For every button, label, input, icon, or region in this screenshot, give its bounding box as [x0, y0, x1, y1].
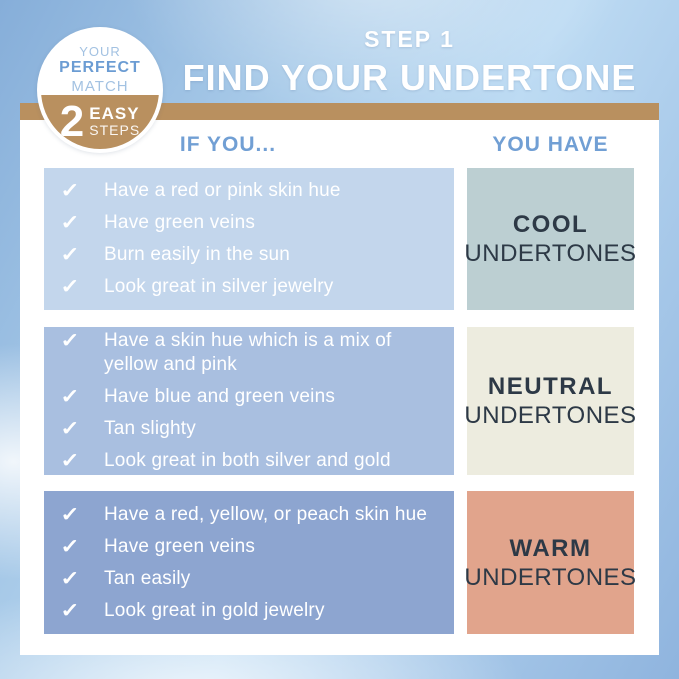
- column-header-if-you: IF YOU...: [179, 133, 277, 156]
- check-icon: ✓: [60, 567, 80, 590]
- badge-match-label: MATCH: [71, 78, 129, 95]
- list-item: [62, 243, 454, 267]
- column-header-you-have: YOU HAVE: [492, 133, 609, 156]
- list-item-text: Look great in both silver and gold: [104, 450, 391, 471]
- list-item-text: Tan easily: [104, 567, 191, 589]
- result-label-neutral: NEUTRAL: [487, 373, 614, 400]
- list-item: [62, 179, 454, 203]
- list-item: [62, 211, 454, 235]
- check-icon: ✓: [60, 330, 80, 352]
- list-item-text: Have blue and green veins: [104, 386, 336, 407]
- page-header: [160, 26, 659, 99]
- badge-steps-label: STEPS: [89, 122, 141, 138]
- check-icon: ✓: [60, 386, 80, 408]
- result-label-undertones: UNDERTONES: [464, 563, 637, 591]
- list-item-text: Burn easily in the sun: [104, 244, 291, 265]
- check-icon: ✓: [60, 535, 80, 558]
- check-icon: ✓: [60, 418, 80, 440]
- result-label-warm: WARM: [509, 534, 592, 562]
- check-icon: ✓: [60, 180, 80, 202]
- badge-inner-circle: [41, 31, 159, 149]
- badge-step-count: 2: [59, 97, 85, 146]
- perfect-match-badge: [37, 27, 163, 153]
- list-item-text: Have a red or pink skin hue: [104, 180, 341, 201]
- check-icon: ✓: [60, 244, 80, 266]
- result-label-cool: COOL: [512, 211, 589, 238]
- criteria-box-cool: [44, 168, 454, 310]
- list-item: [62, 449, 454, 473]
- result-label-undertones: UNDERTONES: [464, 240, 637, 267]
- list-item-text: Look great in silver jewelry: [104, 276, 334, 297]
- list-item: [62, 535, 454, 559]
- list-item-text: Have green veins: [104, 535, 256, 557]
- list-item-text: Have green veins: [104, 212, 256, 233]
- criteria-box-neutral: [44, 327, 454, 475]
- check-icon: ✓: [60, 450, 80, 472]
- badge-easy-label: EASY: [89, 104, 140, 123]
- result-box-warm: [464, 491, 637, 634]
- list-item-text: Look great in gold jewelry: [104, 599, 325, 621]
- check-icon: ✓: [60, 212, 80, 234]
- list-item: [62, 275, 454, 299]
- list-item: [62, 329, 454, 377]
- list-item-text: Have a skin hue which is a mix of yellow and pink: [104, 330, 392, 375]
- result-label-undertones: UNDERTONES: [464, 402, 637, 429]
- list-item: [62, 385, 454, 409]
- result-box-neutral: [464, 327, 637, 475]
- badge-steps-group: [41, 97, 159, 146]
- badge-perfect-label: PERFECT: [59, 59, 141, 76]
- list-item-text: Tan slighty: [104, 418, 196, 439]
- badge-your-label: YOUR: [79, 44, 121, 59]
- list-item: [62, 503, 454, 527]
- check-icon: ✓: [60, 599, 80, 622]
- criteria-box-warm: [44, 491, 454, 634]
- list-item: [62, 567, 454, 591]
- list-item: [62, 417, 454, 441]
- check-icon: ✓: [60, 276, 80, 298]
- step-label: STEP 1: [364, 26, 455, 52]
- result-box-cool: [464, 168, 637, 310]
- list-item: [62, 599, 454, 623]
- page-title: FIND YOUR UNDERTONE: [182, 57, 637, 98]
- list-item-text: Have a red, yellow, or peach skin hue: [104, 503, 428, 525]
- check-icon: ✓: [60, 503, 80, 526]
